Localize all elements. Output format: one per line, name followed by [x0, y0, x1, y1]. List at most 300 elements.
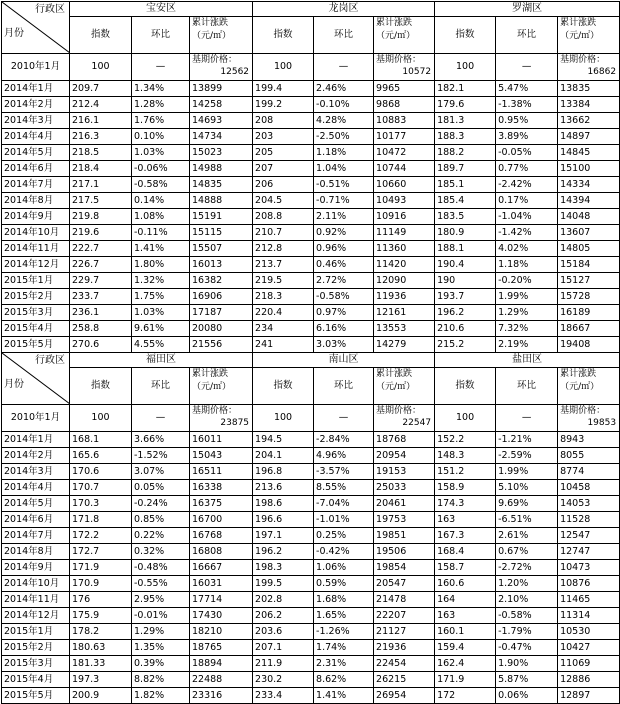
- index-cell: 175.9: [70, 608, 132, 624]
- month-cell: 2014年10月: [2, 576, 70, 592]
- index-cell: 171.8: [70, 512, 132, 528]
- mom-cell: 0.05%: [132, 480, 190, 496]
- index-cell: 220.4: [253, 305, 314, 321]
- cumulative-header: [190, 17, 253, 54]
- mom-cell: 4.28%: [314, 113, 374, 129]
- index-cell: 216.1: [70, 113, 132, 129]
- base-mom: —: [496, 405, 558, 432]
- month-cell: 2014年9月: [2, 560, 70, 576]
- mom-cell: -1.38%: [496, 97, 558, 113]
- base-index: 100: [435, 405, 496, 432]
- mom-cell: 4.02%: [496, 241, 558, 257]
- cumulative-label: 累计涨跌: [192, 369, 229, 379]
- month-cell: 2014年8月: [2, 193, 70, 209]
- mom-cell: 8.55%: [314, 480, 374, 496]
- month-cell: 2014年2月: [2, 97, 70, 113]
- table-row: [2, 624, 620, 640]
- base-index: 100: [70, 54, 132, 81]
- base-price: [558, 405, 620, 432]
- mom-cell: 0.39%: [132, 656, 190, 672]
- index-cell: 182.1: [435, 81, 496, 97]
- index-cell: 151.2: [435, 464, 496, 480]
- cumulative-cell: 11314: [558, 608, 620, 624]
- cumulative-cell: 16031: [190, 576, 253, 592]
- cumulative-cell: 15191: [190, 209, 253, 225]
- table-row: [2, 209, 620, 225]
- cumulative-cell: 20547: [374, 576, 435, 592]
- table-row: [2, 432, 620, 448]
- mom-cell: 1.82%: [132, 688, 190, 704]
- base-price-label: 基期价格：: [560, 406, 606, 416]
- index-cell: 178.2: [70, 624, 132, 640]
- table-row: [2, 129, 620, 145]
- cumulative-cell: 14897: [558, 129, 620, 145]
- mom-cell: 1.20%: [496, 576, 558, 592]
- mom-cell: 0.95%: [496, 113, 558, 129]
- cumulative-cell: 10876: [558, 576, 620, 592]
- table-section-2: [2, 353, 620, 704]
- cumulative-cell: 16511: [190, 464, 253, 480]
- month-cell: 2014年1月: [2, 432, 70, 448]
- mom-cell: 2.31%: [314, 656, 374, 672]
- subheader-row: [2, 368, 620, 405]
- mom-cell: 0.22%: [132, 528, 190, 544]
- mom-cell: 9.61%: [132, 321, 190, 337]
- cumulative-cell: 19753: [374, 512, 435, 528]
- table-row: [2, 289, 620, 305]
- month-cell: 2014年11月: [2, 241, 70, 257]
- cumulative-header: [558, 17, 620, 54]
- index-cell: 213.6: [253, 480, 314, 496]
- mom-cell: -7.04%: [314, 496, 374, 512]
- mom-cell: 1.76%: [132, 113, 190, 129]
- base-index: 100: [70, 405, 132, 432]
- index-cell: 170.6: [70, 464, 132, 480]
- mom-cell: 8.82%: [132, 672, 190, 688]
- cumulative-cell: 10493: [374, 193, 435, 209]
- mom-cell: 1.34%: [132, 81, 190, 97]
- index-cell: 211.9: [253, 656, 314, 672]
- district-name: 南山区: [253, 353, 435, 368]
- table-row: [2, 273, 620, 289]
- cumulative-cell: 17714: [190, 592, 253, 608]
- table-row: [2, 608, 620, 624]
- cumulative-cell: 15184: [558, 257, 620, 273]
- cumulative-cell: 26215: [374, 672, 435, 688]
- month-cell: 2014年11月: [2, 592, 70, 608]
- mom-cell: 1.99%: [496, 464, 558, 480]
- mom-cell: 7.32%: [496, 321, 558, 337]
- index-cell: 183.5: [435, 209, 496, 225]
- mom-cell: -1.79%: [496, 624, 558, 640]
- index-cell: 202.8: [253, 592, 314, 608]
- month-cell: 2015年2月: [2, 640, 70, 656]
- base-price-value: 10572: [402, 67, 432, 77]
- cumulative-cell: 14805: [558, 241, 620, 257]
- month-cell: 2015年5月: [2, 688, 70, 704]
- mom-cell: 1.75%: [132, 289, 190, 305]
- index-cell: 172.2: [70, 528, 132, 544]
- cumulative-cell: 16375: [190, 496, 253, 512]
- table-row: [2, 512, 620, 528]
- mom-cell: 0.96%: [314, 241, 374, 257]
- mom-cell: 0.85%: [132, 512, 190, 528]
- corner-header-cell: [2, 2, 70, 54]
- mom-cell: 0.14%: [132, 193, 190, 209]
- cumulative-cell: 10427: [558, 640, 620, 656]
- mom-cell: 1.99%: [496, 289, 558, 305]
- mom-cell: 6.16%: [314, 321, 374, 337]
- index-cell: 167.3: [435, 528, 496, 544]
- mom-cell: -1.01%: [314, 512, 374, 528]
- index-cell: 205: [253, 145, 314, 161]
- mom-cell: 4.96%: [314, 448, 374, 464]
- cumulative-cell: 14988: [190, 161, 253, 177]
- cumulative-cell: 16338: [190, 480, 253, 496]
- mom-cell: -0.58%: [496, 608, 558, 624]
- cumulative-cell: 19408: [558, 337, 620, 353]
- mom-cell: 1.29%: [132, 624, 190, 640]
- mom-cell: 2.10%: [496, 592, 558, 608]
- mom-cell: -0.05%: [496, 145, 558, 161]
- mom-cell: 1.74%: [314, 640, 374, 656]
- index-cell: 170.9: [70, 576, 132, 592]
- cumulative-cell: 14888: [190, 193, 253, 209]
- month-cell: 2014年2月: [2, 448, 70, 464]
- mom-cell: 1.18%: [496, 257, 558, 273]
- index-cell: 210.7: [253, 225, 314, 241]
- table-row: [2, 193, 620, 209]
- table-row: [2, 576, 620, 592]
- cumulative-cell: 13835: [558, 81, 620, 97]
- index-cell: 180.9: [435, 225, 496, 241]
- index-cell: 196.2: [435, 305, 496, 321]
- mom-cell: 1.41%: [314, 688, 374, 704]
- index-cell: 217.5: [70, 193, 132, 209]
- cumulative-cell: 21478: [374, 592, 435, 608]
- index-cell: 213.7: [253, 257, 314, 273]
- index-cell: 204.1: [253, 448, 314, 464]
- base-period-row: [2, 54, 620, 81]
- index-cell: 270.6: [70, 337, 132, 353]
- mom-cell: 3.03%: [314, 337, 374, 353]
- month-cell: 2014年12月: [2, 257, 70, 273]
- mom-header: 环比: [496, 368, 558, 405]
- base-index: 100: [435, 54, 496, 81]
- index-cell: 164: [435, 592, 496, 608]
- mom-cell: 1.03%: [132, 305, 190, 321]
- cumulative-cell: 21127: [374, 624, 435, 640]
- table-row: [2, 337, 620, 353]
- table-row: [2, 241, 620, 257]
- cumulative-cell: 16382: [190, 273, 253, 289]
- district-header-row: [2, 353, 620, 368]
- cumulative-cell: 10530: [558, 624, 620, 640]
- cumulative-cell: 14845: [558, 145, 620, 161]
- base-mom: —: [132, 54, 190, 81]
- cumulative-cell: 15728: [558, 289, 620, 305]
- cumulative-cell: 16808: [190, 544, 253, 560]
- table-row: [2, 81, 620, 97]
- mom-cell: 3.66%: [132, 432, 190, 448]
- index-cell: 219.8: [70, 209, 132, 225]
- index-cell: 203.6: [253, 624, 314, 640]
- mom-cell: 5.47%: [496, 81, 558, 97]
- index-cell: 234: [253, 321, 314, 337]
- mom-cell: -0.55%: [132, 576, 190, 592]
- cumulative-cell: 15115: [190, 225, 253, 241]
- mom-cell: 2.46%: [314, 81, 374, 97]
- month-cell: 2014年12月: [2, 608, 70, 624]
- month-cell: 2014年9月: [2, 209, 70, 225]
- table-row: [2, 560, 620, 576]
- cumulative-cell: 10177: [374, 129, 435, 145]
- base-price: [190, 54, 253, 81]
- index-cell: 200.9: [70, 688, 132, 704]
- index-cell: 198.6: [253, 496, 314, 512]
- mom-cell: -1.04%: [496, 209, 558, 225]
- cumulative-unit: （元/㎡）: [376, 31, 416, 41]
- table-row: [2, 145, 620, 161]
- cumulative-cell: 12897: [558, 688, 620, 704]
- index-cell: 199.4: [253, 81, 314, 97]
- cumulative-cell: 12886: [558, 672, 620, 688]
- mom-header: 环比: [132, 368, 190, 405]
- mom-cell: 0.77%: [496, 161, 558, 177]
- index-cell: 174.3: [435, 496, 496, 512]
- cumulative-cell: 11528: [558, 512, 620, 528]
- mom-cell: -1.26%: [314, 624, 374, 640]
- cumulative-cell: 26954: [374, 688, 435, 704]
- cumulative-cell: 14258: [190, 97, 253, 113]
- index-cell: 212.4: [70, 97, 132, 113]
- index-cell: 236.1: [70, 305, 132, 321]
- cumulative-cell: 19153: [374, 464, 435, 480]
- cumulative-cell: 20954: [374, 448, 435, 464]
- table-row: [2, 257, 620, 273]
- table-row: [2, 640, 620, 656]
- mom-cell: -2.84%: [314, 432, 374, 448]
- table-row: [2, 225, 620, 241]
- cumulative-cell: 18667: [558, 321, 620, 337]
- index-cell: 179.6: [435, 97, 496, 113]
- index-cell: 194.5: [253, 432, 314, 448]
- mom-cell: 0.59%: [314, 576, 374, 592]
- cumulative-cell: 10744: [374, 161, 435, 177]
- cumulative-cell: 14048: [558, 209, 620, 225]
- index-cell: 212.8: [253, 241, 314, 257]
- index-cell: 163: [435, 608, 496, 624]
- cumulative-unit: （元/㎡）: [192, 382, 232, 392]
- index-cell: 190.4: [435, 257, 496, 273]
- cumulative-cell: 12090: [374, 273, 435, 289]
- cumulative-cell: 21936: [374, 640, 435, 656]
- index-header: 指数: [253, 368, 314, 405]
- cumulative-cell: 8055: [558, 448, 620, 464]
- mom-cell: 1.03%: [132, 145, 190, 161]
- index-header: 指数: [70, 17, 132, 54]
- index-cell: 162.4: [435, 656, 496, 672]
- index-cell: 163: [435, 512, 496, 528]
- month-cell: 2014年8月: [2, 544, 70, 560]
- index-cell: 241: [253, 337, 314, 353]
- index-cell: 190: [435, 273, 496, 289]
- mom-cell: 1.80%: [132, 257, 190, 273]
- cumulative-label: 累计涨跌: [192, 18, 229, 28]
- mom-cell: -0.42%: [314, 544, 374, 560]
- index-cell: 218.3: [253, 289, 314, 305]
- cumulative-cell: 10916: [374, 209, 435, 225]
- mom-cell: 1.29%: [496, 305, 558, 321]
- cumulative-cell: 18210: [190, 624, 253, 640]
- base-index: 100: [253, 54, 314, 81]
- index-cell: 181.3: [435, 113, 496, 129]
- index-header: 指数: [435, 17, 496, 54]
- table-row: [2, 480, 620, 496]
- table-row: [2, 528, 620, 544]
- cumulative-cell: 17187: [190, 305, 253, 321]
- cumulative-header: [558, 368, 620, 405]
- base-index: 100: [253, 405, 314, 432]
- month-cell: 2014年5月: [2, 145, 70, 161]
- cumulative-cell: 9965: [374, 81, 435, 97]
- mom-cell: 2.61%: [496, 528, 558, 544]
- index-cell: 197.3: [70, 672, 132, 688]
- cumulative-cell: 25033: [374, 480, 435, 496]
- base-price: [374, 405, 435, 432]
- cumulative-cell: 13662: [558, 113, 620, 129]
- corner-header-cell: [2, 353, 70, 405]
- cumulative-cell: 22488: [190, 672, 253, 688]
- month-cell: 2014年4月: [2, 480, 70, 496]
- mom-cell: -0.11%: [132, 225, 190, 241]
- month-cell: 2014年4月: [2, 129, 70, 145]
- base-price-label: 基期价格：: [560, 55, 606, 65]
- cumulative-cell: 12161: [374, 305, 435, 321]
- cumulative-cell: 18768: [374, 432, 435, 448]
- price-index-table: [1, 1, 620, 704]
- mom-cell: 2.11%: [314, 209, 374, 225]
- index-cell: 204.5: [253, 193, 314, 209]
- mom-cell: 1.28%: [132, 97, 190, 113]
- district-name: 福田区: [70, 353, 253, 368]
- mom-cell: 1.08%: [132, 209, 190, 225]
- mom-header: 环比: [132, 17, 190, 54]
- table-row: [2, 113, 620, 129]
- mom-cell: -1.21%: [496, 432, 558, 448]
- cumulative-header: [374, 17, 435, 54]
- mom-cell: 2.19%: [496, 337, 558, 353]
- cumulative-cell: 10458: [558, 480, 620, 496]
- base-price-value: 19853: [587, 418, 617, 428]
- cumulative-cell: 18765: [190, 640, 253, 656]
- month-cell: 2014年6月: [2, 512, 70, 528]
- mom-cell: 1.90%: [496, 656, 558, 672]
- cumulative-cell: 8774: [558, 464, 620, 480]
- table-section-1: [2, 2, 620, 353]
- index-cell: 152.2: [435, 432, 496, 448]
- index-header: 指数: [253, 17, 314, 54]
- cumulative-cell: 22454: [374, 656, 435, 672]
- month-cell: 2015年4月: [2, 321, 70, 337]
- index-cell: 159.4: [435, 640, 496, 656]
- index-cell: 210.6: [435, 321, 496, 337]
- cumulative-unit: （元/㎡）: [560, 31, 600, 41]
- cumulative-cell: 14734: [190, 129, 253, 145]
- month-cell: 2014年5月: [2, 496, 70, 512]
- row-header-label: 行政区: [35, 355, 65, 366]
- cumulative-cell: 14835: [190, 177, 253, 193]
- table-row: [2, 305, 620, 321]
- cumulative-cell: 11360: [374, 241, 435, 257]
- base-mom: —: [132, 405, 190, 432]
- base-price: [190, 405, 253, 432]
- mom-cell: 0.97%: [314, 305, 374, 321]
- table-row: [2, 448, 620, 464]
- month-cell: 2014年10月: [2, 225, 70, 241]
- cumulative-cell: 10660: [374, 177, 435, 193]
- cumulative-header: [190, 368, 253, 405]
- mom-cell: 0.32%: [132, 544, 190, 560]
- mom-cell: -0.58%: [132, 177, 190, 193]
- index-cell: 176: [70, 592, 132, 608]
- index-cell: 219.6: [70, 225, 132, 241]
- district-name: 罗湖区: [435, 2, 620, 17]
- table-row: [2, 321, 620, 337]
- cumulative-cell: 13384: [558, 97, 620, 113]
- mom-cell: 1.65%: [314, 608, 374, 624]
- mom-cell: 1.32%: [132, 273, 190, 289]
- month-cell: 2014年7月: [2, 528, 70, 544]
- index-cell: 196.6: [253, 512, 314, 528]
- base-mom: —: [314, 54, 374, 81]
- index-cell: 165.6: [70, 448, 132, 464]
- index-cell: 198.3: [253, 560, 314, 576]
- index-cell: 170.7: [70, 480, 132, 496]
- index-cell: 171.9: [435, 672, 496, 688]
- mom-cell: 1.41%: [132, 241, 190, 257]
- mom-cell: -1.42%: [496, 225, 558, 241]
- table-row: [2, 464, 620, 480]
- mom-cell: -0.01%: [132, 608, 190, 624]
- index-cell: 215.2: [435, 337, 496, 353]
- cumulative-cell: 15507: [190, 241, 253, 257]
- mom-cell: -0.10%: [314, 97, 374, 113]
- cumulative-header: [374, 368, 435, 405]
- cumulative-cell: 21556: [190, 337, 253, 353]
- index-cell: 199.2: [253, 97, 314, 113]
- month-cell: 2015年5月: [2, 337, 70, 353]
- base-mom: —: [314, 405, 374, 432]
- index-cell: 219.5: [253, 273, 314, 289]
- cumulative-cell: 14334: [558, 177, 620, 193]
- cumulative-cell: 16906: [190, 289, 253, 305]
- month-cell: 2015年1月: [2, 273, 70, 289]
- index-header: 指数: [435, 368, 496, 405]
- index-cell: 188.3: [435, 129, 496, 145]
- index-cell: 148.3: [435, 448, 496, 464]
- mom-cell: 5.10%: [496, 480, 558, 496]
- month-cell: 2014年1月: [2, 81, 70, 97]
- mom-cell: 0.25%: [314, 528, 374, 544]
- mom-header: 环比: [496, 17, 558, 54]
- index-cell: 258.8: [70, 321, 132, 337]
- mom-cell: 0.06%: [496, 688, 558, 704]
- mom-cell: 1.06%: [314, 560, 374, 576]
- mom-cell: 1.04%: [314, 161, 374, 177]
- table-row: [2, 672, 620, 688]
- index-cell: 160.1: [435, 624, 496, 640]
